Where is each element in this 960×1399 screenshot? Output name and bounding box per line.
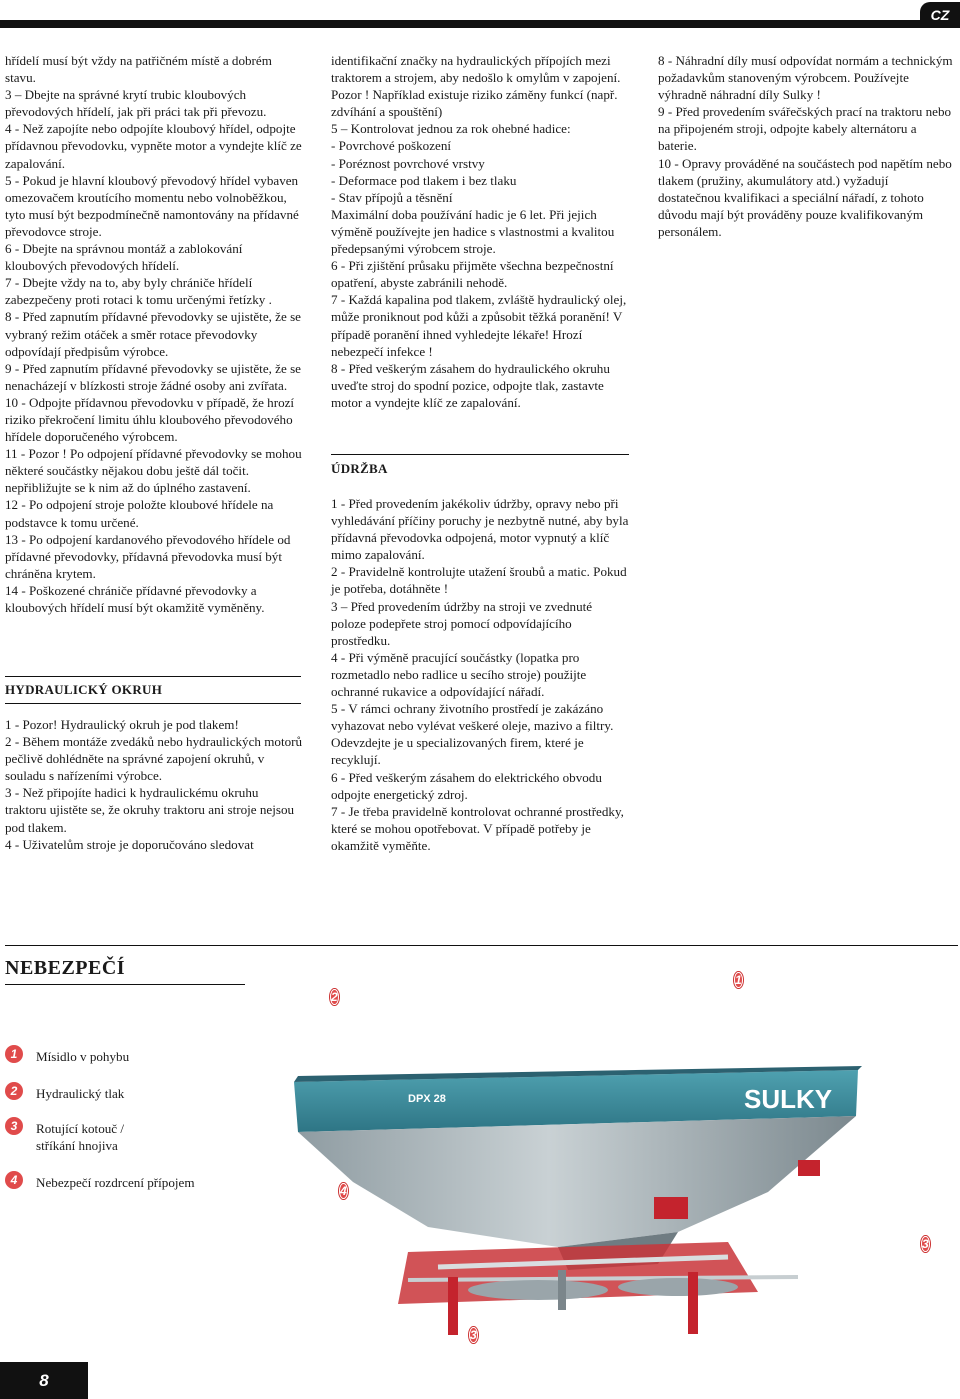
- model-label: DPX 28: [408, 1093, 446, 1105]
- list-item: 6 - Před veškerým zásahem do elektrického obvodu odpojte energetický zdroj.: [331, 769, 602, 802]
- list-item: 2 - Pravidelně kontrolujte utažení šroubů a matic. Pokud je potřeba, dotáhněte !: [331, 564, 627, 597]
- frame-leg: [448, 1277, 458, 1335]
- paragraph: 7 - Každá kapalina pod tlakem, zvláště hydraulický olej, může proniknout pod kůži a způsobit těžká poranění! V případě poranění ihned vyhledejte lékaře! Hrozí nebezpečí infekce !: [331, 292, 627, 359]
- list-item: 2 - Během montáže zvedáků nebo hydraulických motorů pečlivě dohlédněte na správné zapojení okruhů, v souladu s nařízeními výrobce.: [5, 734, 303, 784]
- section-rule: [331, 454, 629, 455]
- paragraph: 9 - Před provedením svářečských prací na traktoru nebo na připojeném stroji, odpojte kabely alternátoru a baterie.: [658, 104, 952, 154]
- rear-light: [798, 1160, 820, 1176]
- list-item: 3 - Než připojíte hadici k hydraulickému okruhu traktoru ujistěte se, že okruhy traktoru ani stroje nejsou pod tlakem.: [5, 785, 295, 835]
- list-item: 4 - Uživatelům stroje je doporučováno sledovat: [5, 836, 254, 852]
- number-badge: 1: [735, 973, 742, 987]
- paragraph: 7 - Dbejte vždy na to, aby byly chrániče hřídelí zabezpečeny proti rotaci k tomu určenými řetízky .: [5, 275, 272, 308]
- paragraph: identifikační značky na hydraulických přípojích mezi traktorem a strojem, aby nedošlo k omylům v zapojení.: [331, 53, 621, 86]
- paragraph: 11 - Pozor ! Po odpojení přídavné převodovky se mohou některé součástky nějakou dobu ještě dál točit. nepřibližujte se k nim až do úplného zastavení.: [5, 446, 302, 496]
- paragraph: 9 - Před zapnutím přídavné převodovky se ujistěte, že se nenacházejí v blízkosti stroje žádné osoby ani zvířata.: [5, 360, 301, 393]
- danger-title: NEBEZPEČÍ: [5, 957, 126, 979]
- page-number: 8: [0, 1362, 88, 1399]
- paragraph: 14 - Poškozené chrániče přídavné převodovky a kloubových hřídelí musí být okamžitě vyměněny.: [5, 582, 265, 615]
- number-badge: 4: [5, 1171, 23, 1189]
- legend-label: Mísidlo v pohybu: [36, 1049, 130, 1064]
- list-item: 1 - Pozor! Hydraulický okruh je pod tlakem!: [5, 717, 239, 732]
- paragraph: 13 - Po odpojení kardanového převodového hřídele od přídavné převodovky, přídavná převodovka musí být chráněna krytem.: [5, 531, 291, 581]
- list-item: 3 – Před provedením údržby na stroji ve zvednuté poloze podepřete stroj pomocí odpovídajícího prostředku.: [331, 598, 593, 648]
- callout-3: [921, 1234, 943, 1254]
- list-item: 7 - Je třeba pravidelně kontrolovat ochranné prostředky, které se mohou opotřebovat. V případě potřeby je okamžitě vyměňte.: [331, 803, 624, 853]
- callout-4: [339, 1181, 361, 1201]
- paragraph: 10 - Opravy prováděné na součástech pod napětím nebo tlakem (pružiny, akumulátory atd.) vyžadují dostatečnou kvalifikaci a speciální nářadí, z tohoto důvodu mají být prováděny pouze kvalifikovaným personálem.: [658, 155, 952, 239]
- column-2: [331, 52, 629, 411]
- paragraph: 5 – Kontrolovat jednou za rok ohebné hadice:: [331, 121, 571, 137]
- paragraph: 8 - Před veškerým zásahem do hydraulického okruhu uveďte stroj do spodní pozice, odpojte tlak, zastavte motor a vyndejte klíč ze zapalování.: [331, 360, 610, 410]
- number-badge: 3: [922, 1237, 929, 1251]
- number-badge: 1: [5, 1045, 23, 1063]
- column-3: [658, 52, 954, 240]
- legend-label: Nebezpečí rozdrcení přípojem: [36, 1175, 195, 1190]
- list-item: 4 - Při výměně pracující součástky (lopatka pro rozmetadlo nebo radlice u secího stroje) použijte ochranné rukavice a odpovídající nářadí.: [331, 649, 587, 700]
- legend-item-3: [5, 1117, 145, 1154]
- paragraph: - Deformace pod tlakem i bez tlaku: [331, 172, 517, 188]
- paragraph: - Stav přípojů a těsnění: [331, 189, 453, 205]
- legend-item-4: [5, 1171, 195, 1191]
- hopper-body: [298, 1116, 856, 1247]
- list-item: 5 - V rámci ochrany životního prostředí je zakázáno vyhazovat nebo vylévat veškeré oleje, mazivo a filtry. Odevzdejte je u specializovaných firem, které je recyklují.: [331, 701, 614, 768]
- spreading-disc: [468, 1280, 608, 1300]
- paragraph: 8 - Před zapnutím přídavné převodovky se ujistěte, že se vybraný režim otáček a směr rotace převodovky odpovídají předpisům výrobce.: [5, 309, 301, 359]
- legend-item-1: [5, 1045, 129, 1065]
- section-title-maintenance: ÚDRŽBA: [331, 461, 388, 476]
- danger-title-underline: [5, 984, 245, 985]
- maintenance-list: [331, 495, 629, 854]
- number-badge: 3: [5, 1117, 23, 1135]
- paragraph: 6 - Při zjištění průsaku přijměte všechna bezpečnostní opatření, abyste zabránili nehodě.: [331, 258, 614, 291]
- legend-label: Hydraulický tlak: [36, 1086, 125, 1101]
- section-title-hydraulic: HYDRAULICKÝ OKRUH: [5, 682, 163, 697]
- section-rule: [5, 676, 301, 677]
- paragraph: 12 - Po odpojení stroje položte kloubové hřídele na podstavce k tomu určené.: [5, 497, 274, 530]
- number-badge: 2: [331, 990, 338, 1004]
- list-item: 1 - Před provedením jakékoliv údržby, opravy nebo při vyhledávání příčiny poruchy je nezbytně nutné, aby byla přídavná převodovka odpojená, motor vypnutý a klíč mimo zapalování.: [331, 496, 629, 563]
- language-tab: CZ: [920, 2, 960, 28]
- legend-item-2: [5, 1082, 124, 1102]
- paragraph: 10 - Odpojte přídavnou převodovku v případě, že hrozí riziko překročení limitu úhlu kloubového převodového hřídele doporučeného výrobcem.: [5, 394, 295, 445]
- paragraph: 5 - Pokud je hlavní kloubový převodový hřídel vybaven omezovačem kroutícího momentu nebo volnoběžkou, tyto musí být bezpodmínečně namontovány na přídavné převodovce stroje.: [5, 172, 299, 239]
- gearbox: [558, 1270, 566, 1310]
- number-badge: 4: [340, 1184, 347, 1198]
- hydraulic-list: [5, 716, 303, 853]
- column-1: [5, 52, 303, 616]
- paragraph: hřídelí musí být vždy na patřičném místě a dobrém stavu.: [5, 53, 272, 86]
- number-badge: 3: [470, 1328, 477, 1342]
- paragraph: - Povrchové poškození: [331, 138, 451, 154]
- callout-2: [330, 987, 352, 1007]
- paragraph: Maximální doba používání hadic je 6 let. Při jejich výměně používejte jen hadice s vlastnostmi a kvalitou předepsanými výrobcem stroje.: [331, 206, 615, 257]
- section-rule: [5, 703, 301, 704]
- paragraph: 6 - Dbejte na správnou montáž a zablokování kloubových převodových hřídelí.: [5, 241, 243, 274]
- callout-1: [734, 970, 756, 990]
- header-rule: [0, 20, 926, 28]
- rear-light: [654, 1197, 688, 1219]
- legend-label: Rotující kotouč / stříkání hnojiva: [36, 1121, 125, 1153]
- paragraph: - Poréznost povrchové vrstvy: [331, 155, 485, 171]
- spreading-disc: [618, 1278, 738, 1296]
- paragraph: 3 – Dbejte na správné krytí trubic kloubových převodových hřídelí, jak při práci tak při převozu.: [5, 87, 267, 120]
- paragraph: 8 - Náhradní díly musí odpovídat normám a technickým požadavkům stanoveným výrobcem. Používejte výhradně náhradní díly Sulky !: [658, 53, 953, 103]
- callout-3: [469, 1325, 491, 1345]
- number-badge: 2: [5, 1082, 23, 1100]
- paragraph: 4 - Než zapojíte nebo odpojíte kloubový hřídel, odpojte přídavnou převodovku, vypněte motor a vyndejte klíč ze zapalování.: [5, 121, 302, 171]
- brand-logo: SULKY: [744, 1084, 833, 1114]
- danger-rule: [5, 945, 958, 946]
- paragraph: Pozor ! Například existuje riziko záměny funkcí (např. zdvíhání a spouštění): [331, 87, 618, 120]
- frame-leg: [688, 1272, 698, 1334]
